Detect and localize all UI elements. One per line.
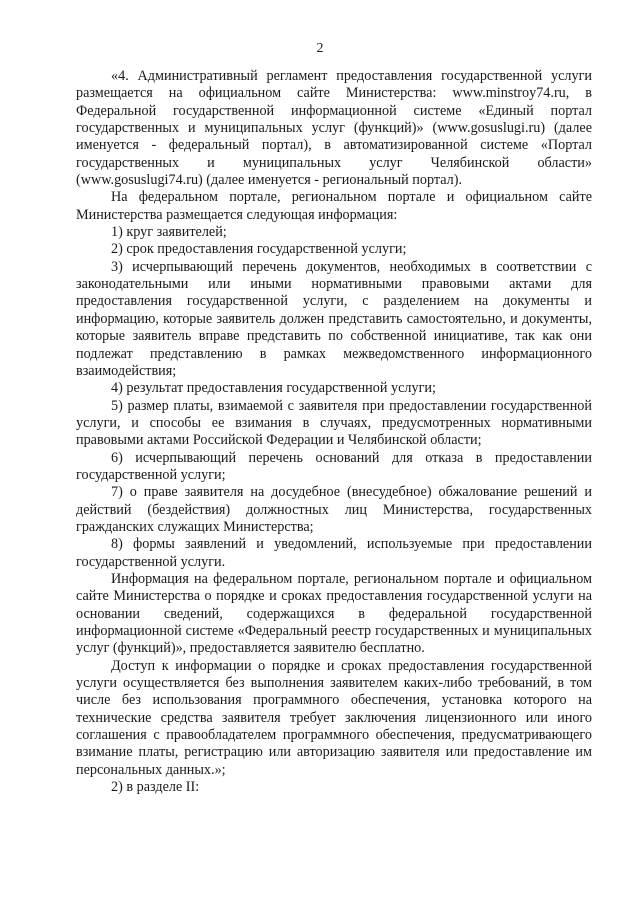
list-item-service-term: 2) срок предоставления государственной услуги; (111, 241, 407, 258)
paragraph-access-conditions: Доступ к информации о порядке и сроках предоставления государственной услуги осуществляется без выполнения заявителем каких-либо требований, в том числе без использования программного обеспечения, установка которого на технические средства заявителя требует заключения лицензионного или иного соглашения с правообладателем программного обеспечения, предусматривающего взимание платы, регистрацию или авторизацию заявителя или предоставление им персональных данных.»; (76, 657, 592, 778)
list-item-service-result: 4) результат предоставления государственной услуги; (111, 380, 436, 397)
list-item-documents-list: 3) исчерпывающий перечень документов, необходимых в соответствии с законодательными или иными нормативными правовыми актами для предоставления государственной услуги, с разделением на документы и информацию, которые заявитель должен представить самостоятельно, и документы, которые заявитель вправе представить по собственной инициативе, так как они подлежат представлению в рамках межведомственного информационного взаимодействия; (76, 258, 592, 379)
list-item-application-forms: 8) формы заявлений и уведомлений, используемые при предоставлении государственной услуги. (76, 536, 592, 570)
paragraph-section-two: 2) в разделе II: (111, 779, 200, 796)
document-body (76, 68, 592, 796)
list-item-refusal-grounds: 6) исчерпывающий перечень оснований для отказа в предоставлении государственной услуги; (76, 449, 592, 483)
list-item-applicants: 1) круг заявителей; (111, 224, 227, 241)
page-number: 2 (316, 41, 324, 56)
list-item-appeal-right: 7) о праве заявителя на досудебное (внесудебное) обжалование решений и действий (бездействия) должностных лиц Министерства, государственных гражданских служащих Министерства; (76, 484, 592, 535)
paragraph-free-information: Информация на федеральном портале, региональном портале и официальном сайте Министерства о порядке и сроках предоставления государственной услуги на основании сведений, содержащихся в федеральной государственной информационной системе «Федеральный реестр государственных и муниципальных услуг (функций)», предоставляется заявителю бесплатно. (76, 570, 592, 657)
list-item-fee: 5) размер платы, взимаемой с заявителя при предоставлении государственной услуги, и способы ее взимания в случаях, предусмотренных нормативными правовыми актами Российской Федерации и Челябинской области; (76, 397, 592, 449)
paragraph-portal-information-intro: На федеральном портале, региональном портале и официальном сайте Министерства размещается следующая информация: (76, 189, 592, 223)
paragraph-regulation-publication: «4. Административный регламент предоставления государственной услуги размещается на официальном сайте Министерства: www.minstroy74.ru, в Федеральной государственной информационной системе «Единый портал государственных и муниципальных услуг (функций)» (www.gosuslugi.ru) (далее именуется - федеральный портал), в автоматизированной системе «Портал государственных и муниципальных услуг Челябинской области» (www.gosuslugi74.ru) (далее именуется - региональный портал). (76, 68, 592, 189)
